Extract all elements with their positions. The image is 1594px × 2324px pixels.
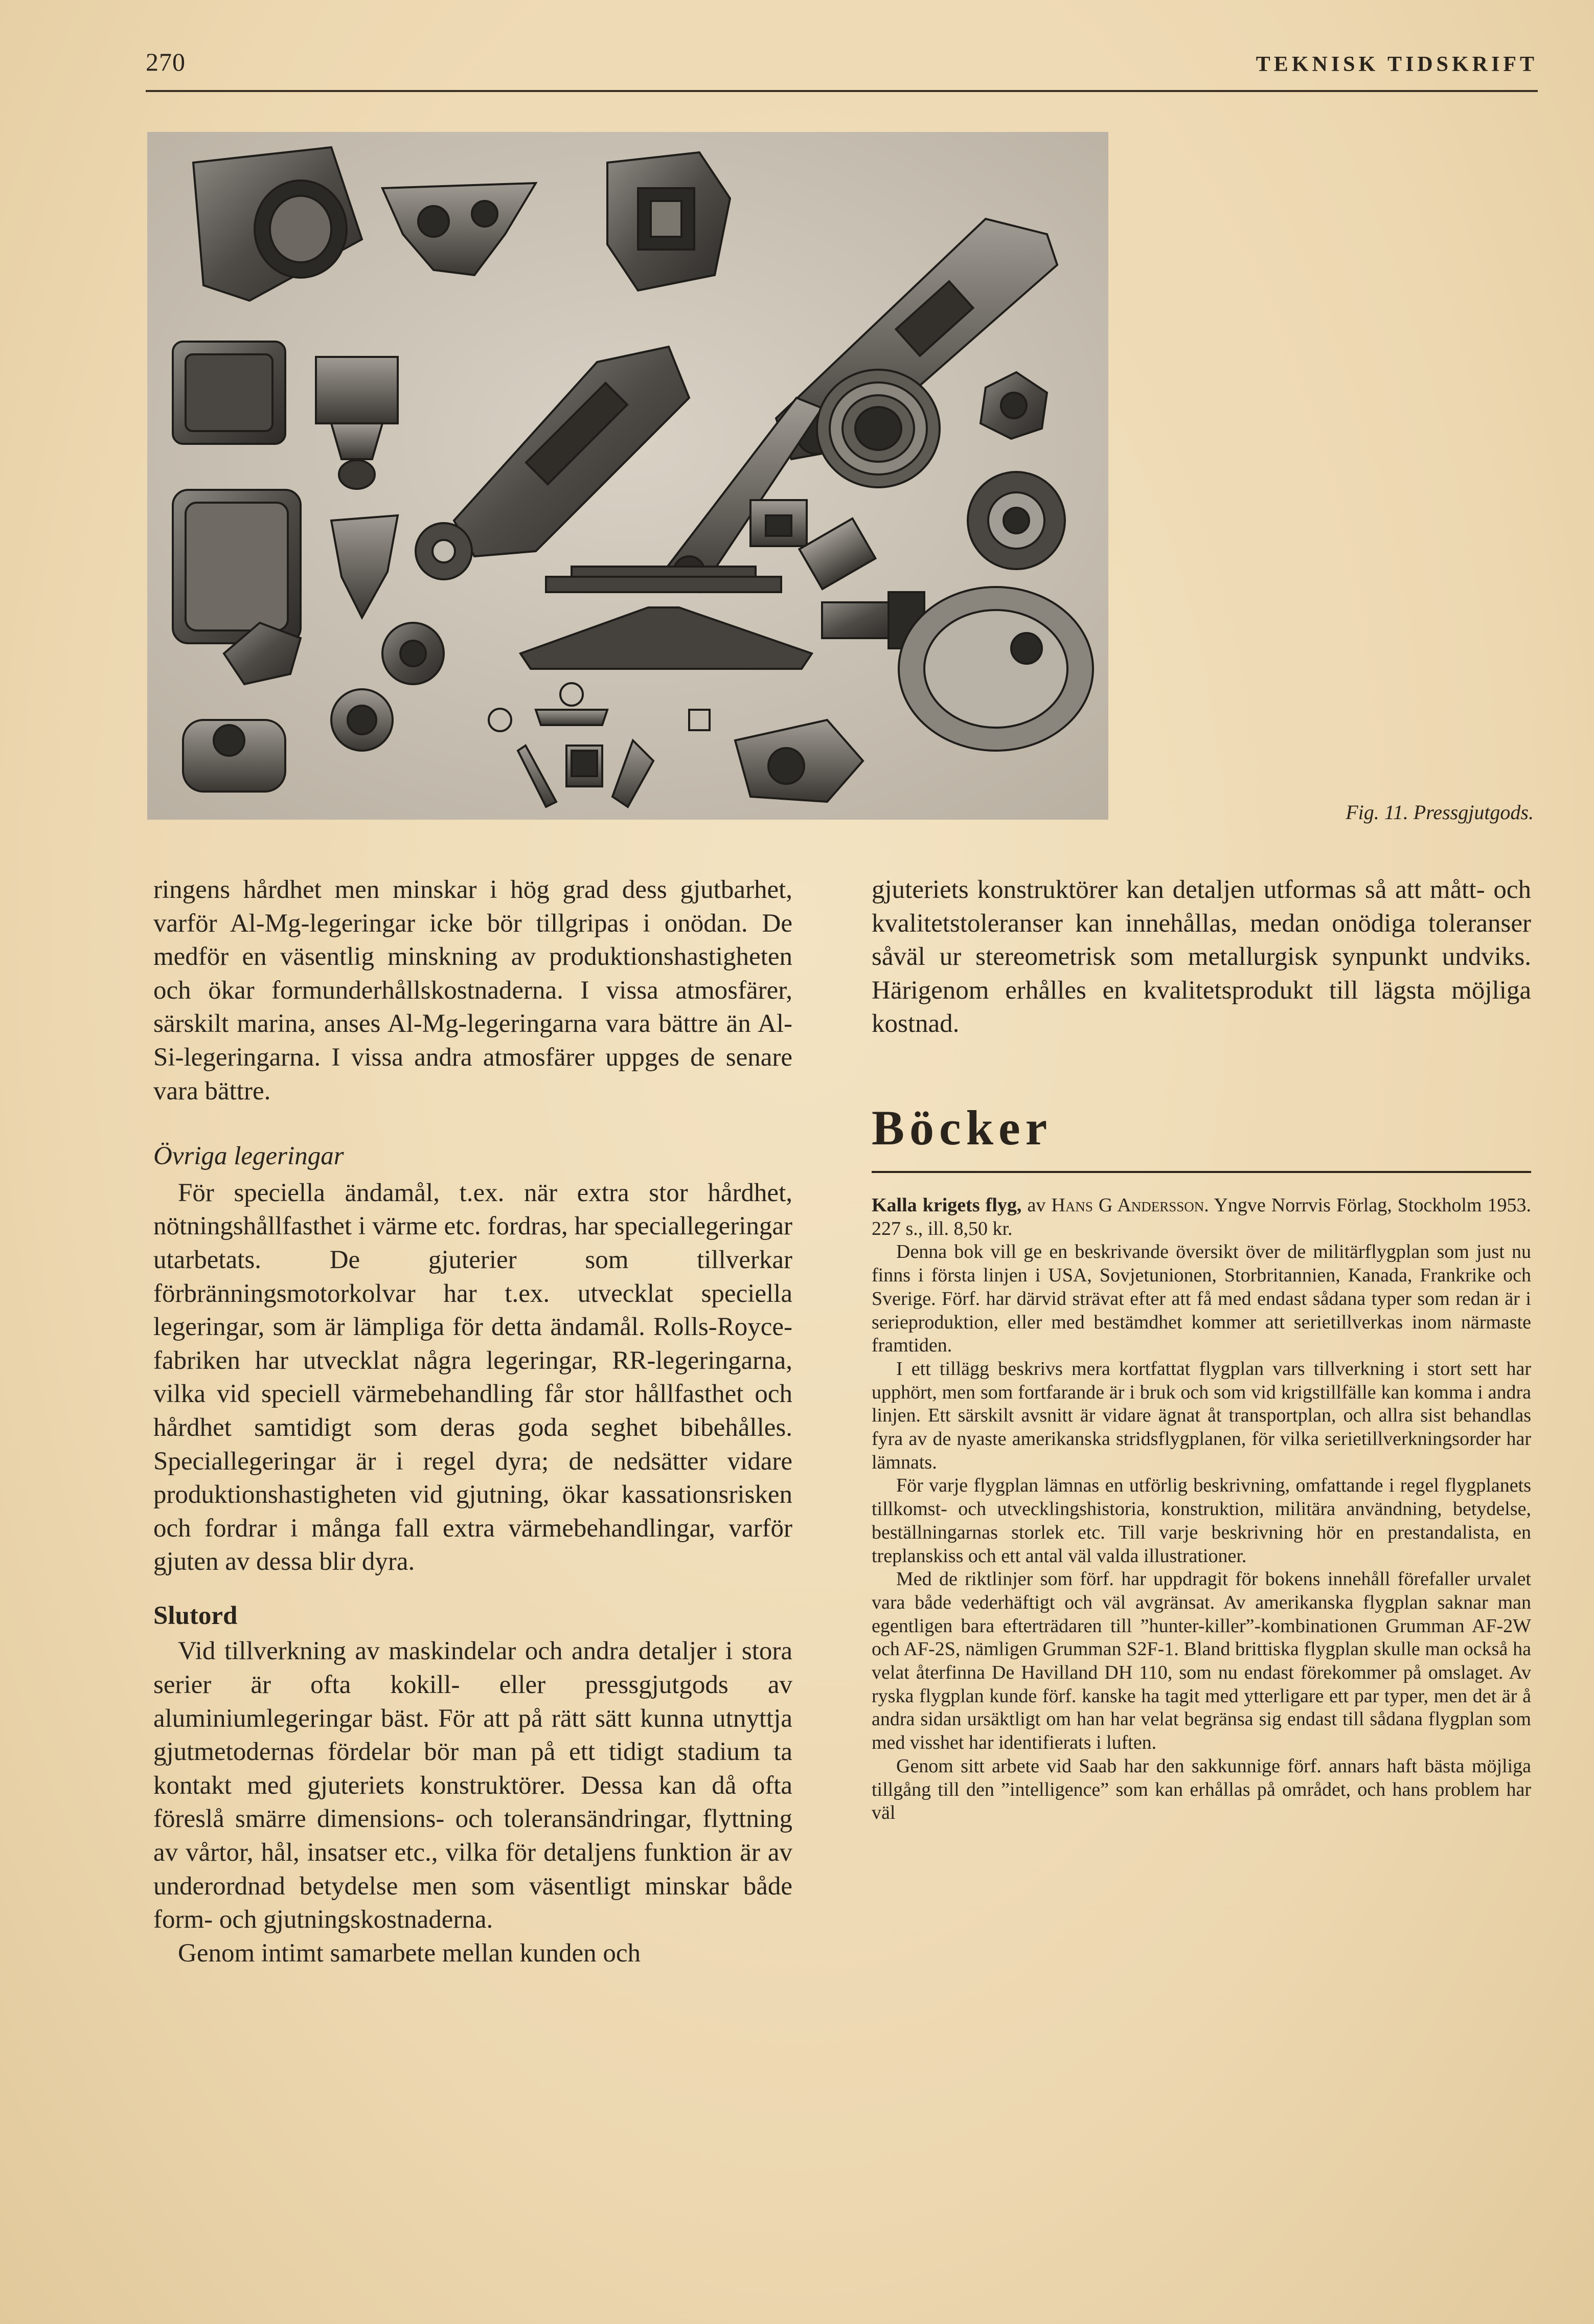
left-column (153, 873, 792, 1970)
right-column-intro (872, 873, 1531, 1041)
section-rule (872, 1171, 1531, 1173)
paragraph: För varje flygplan lämnas en utförlig beskrivning, omfattande i regel flygplanets tillkomst- och utvecklingshistoria, konstruktion, militära användning, betydelse, beställningarnas storlek etc. Till varje beskrivning hör en prestandalista, en treplanskiss och ett antal väl valda illustrationer. (872, 1475, 1531, 1567)
book-title: Kalla krigets flyg, (872, 1194, 1022, 1216)
book-review (872, 1194, 1531, 1825)
page-number: 270 (146, 48, 186, 76)
paragraph: I ett tillägg beskrivs mera kortfattat flygplan vars tillverkning i stort sett har upphört, men som fortfarande är i bruk och som vid krigstillfälle kan komma i andra linjen. Ett särskilt avsnitt är vidare ägnat åt transportplan, och allra sist behandlas fyra av de nyaste amerikanska stridsflygplanen, för vilka serietillverkningsorder har lämnats. (872, 1358, 1531, 1473)
paragraph: Vid tillverkning av maskindelar och andra detaljer i stora serier är ofta kokill- eller pressgjutgods av aluminiumlegeringar bäst. För att på rätt sätt kunna utnyttja gjutmetodernas fördelar bör man på ett tidigt stadium ta kontakt med gjuteriets konstruktörer. Dessa kan då ofta föreslå smärre dimensions- och toleransändringar, flyttning av vårtor, hål, insatser etc., vilka för detaljens funktion är av underordnad betydelse men som väsentligt minskar både form- och gjutningskostnaderna. (153, 1637, 792, 1934)
book-author-prefix: av (1027, 1194, 1046, 1216)
die-castings-photo (147, 132, 1108, 820)
paragraph: För speciella ändamål, t.ex. när extra stor hårdhet, nötningshållfasthet i värme etc. fordras, har speciallegeringar utarbetats. De gjuterier som tillverkar förbränningsmotorkolvar har t.ex. utvecklat speciella legeringar, som är lämpliga för detta ändamål. Rolls-Royce-fabriken har utvecklat några legeringar, RR-legeringarna, vilka vid speciell värmebehandling får stor hållfasthet och hårdhet samtidigt som deras goda seghet bibehålles. Speciallegeringar är i regel dyra; de nedsätter vidare produktionshastigheten vid gjutning, ökar kassationsrisken och fordrar i många fall extra värmebehandlingar, varför gjuten av dessa blir dyra. (153, 1178, 792, 1576)
book-author: Hans G Andersson. (1051, 1194, 1209, 1216)
book-citation (872, 1194, 1531, 1240)
paragraph: Med de riktlinjer som förf. har uppdragit för bokens innehåll förefaller urvalet vara både vederhäftigt och väl avgränsat. Av amerikanska flygplan saknar man egentligen bara efterträdaren till ”hunter-killer”-kombinationen Grumman AF-2W och AF-2S, nämligen Grumman S2F-1. Bland brittiska flygplan skulle man också ha velat återfinna De Havilland DH 110, som nu endast förekommer på omslaget. Av ryska flygplan kunde förf. kanske ha tagit med ytterligare ett par typer, men det är å andra sidan ursäktligt om han har velat begränsa sig endast till sådana flygplan som med visshet har identifierats i luften. (872, 1568, 1531, 1754)
figure-caption: Fig. 11. Pressgjutgods. (1346, 801, 1534, 824)
book-publisher: Yngve Norrvis Förlag, Stockholm 1953. 227 s., ill. 8,50 kr. (872, 1194, 1531, 1239)
paragraph: gjuteriets konstruktörer kan detaljen utformas så att mått- och kvalitetstoleranser kan innehållas, medan onödiga toleranser såväl ur stereometrisk som metallurgisk synpunkt undviks. Härigenom erhålles en kvalitetsprodukt till lägsta möjliga kostnad. (872, 875, 1531, 1039)
section-title-bocker: Böcker (872, 1100, 1053, 1155)
paragraph: Genom intimt samarbete mellan kunden och (178, 1938, 641, 1968)
paragraph: Genom sitt arbete vid Saab har den sakkunnige förf. annars haft bästa möjliga tillgång till den ”intelligence” som kan erhållas på området, och hans problem har väl (872, 1755, 1531, 1824)
paragraph: ringens hårdhet men minskar i hög grad dess gjutbarhet, varför Al-Mg-legeringar icke bör tillgripas i onödan. De medför en väsentlig minskning av produktionshastigheten och ökar formunderhållskostnaderna. I vissa atmosfärer, särskilt marina, anses Al-Mg-legeringarna vara bättre än Al-Si-legeringarna. I vissa andra atmosfärer uppges de senare vara bättre. (153, 875, 792, 1105)
paragraph: Denna bok vill ge en beskrivande översikt över de militärflygplan som just nu finns i första linjen i USA, Sovjetunionen, Storbritannien, Kanada, Frankrike och Sverige. Förf. har därvid strävat efter att få med endast sådana typer som redan är i serieproduktion, eller med bestämdhet kommer att serietillverkas inom närmaste framtiden. (872, 1241, 1531, 1357)
running-head: TEKNISK TIDSKRIFT (1256, 53, 1538, 76)
header-rule (146, 90, 1538, 92)
subheading-slutord: Slutord (153, 1601, 238, 1630)
subheading-ovriga-legeringar: Övriga legeringar (153, 1142, 344, 1171)
